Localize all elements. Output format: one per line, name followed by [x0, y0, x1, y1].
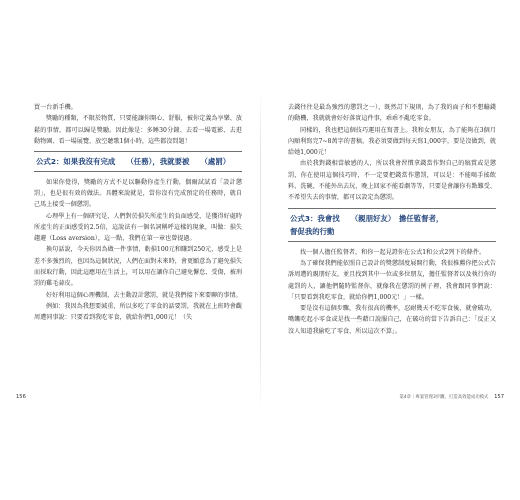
paragraph: 如果你覺得，獎勵的方式不足以驅動你產生行動，偶爾試試看「設計懲罰」，也是很有效的做法。具體來說就是，當你沒有完成預定的任務時，就自己馬上接受一個懲罰。	[34, 178, 242, 209]
paragraph: 心理學上有一個研究是，人們對於損失所產生的負面感受，是獲得好處時所產生的正面感受的2.5倍，這說法有一個名詞稱呼這樣的現象，叫做：損失趨避（Loss aversion），這一點，我們在第一章也曾提過。	[34, 212, 242, 243]
paragraph: 買一台新手機。	[34, 104, 77, 111]
paragraph: 找一個人擔任監督者，和你一起見證你在公式1和公式2列下的條件。	[300, 248, 486, 256]
paragraph: 好好利用這個心理機制，去主動設計懲罰，就是我們接下來要聊的事情。	[46, 291, 242, 299]
left-page	[34, 102, 242, 324]
paragraph: 例如：我因為我想要減重，所以多吃了零食的話要罰，我就在上班時會觀周遭同事說：只要看到我吃零食，就給你們1,000元！（失	[34, 302, 242, 322]
book-fold	[260, 88, 261, 410]
paragraph: 同樣的，我也把這個技巧運用在寫書上。我和女朋友，為了能夠在3個月內順利寫完7~8萬字的書稿，我必須要做到每天寫1,000字，要是沒做到，就給她1,000元！	[288, 126, 496, 157]
page-number-right: 157	[494, 394, 504, 400]
paragraph: 獎勵的種類，不限於物質，只要能讓你開心、舒服，被你定義為享樂、放鬆的事情，都可以歸是獎勵。因此像是：多睡30分鐘、去看一場電影、去逛動物園、看一場展覽、放空聽歌1個小時，這些都沒問題！	[34, 115, 242, 145]
formula-label: 公式3：	[290, 213, 318, 223]
book-spread	[6, 88, 514, 410]
formula-text: 我會找 （親朋好友） 擔任監督者，	[317, 213, 444, 223]
formula-heading	[288, 208, 496, 242]
paragraph: 要是沒有這個步驟，我有很高的機率，忍耐幾天不吃零食後，就會破功，嘴饞吃起小零食或是找一些藉口說服自己，在破功的當下告訴自己：「反正又沒人知道我偷吃了零食，所以這次不算」。	[288, 305, 496, 335]
paragraph: 為了確保我們能依照自己設計的獎懲制度展開行動，我很推薦你把公式告訴周遭的親朋好友，並且找到其中一位或多位朋友，擔任監督者以及執行你的處罰的人，讓他們隨時監督你，就像我在懲罰的例子裡，我會跟同事們說：「只要看到我吃零食，就給你們1,000元！」一樣。	[288, 259, 496, 301]
page-number-left: 156	[16, 394, 26, 400]
formula-heading: 公式2：如果我沒有完成 （任務），我就要被 （處罰）	[34, 151, 242, 172]
paragraph: 換句話說，今天你因為做一件事情，虧損100元和賺到250元，感受上是差不多強烈的，也因為這個狀況，人們在面對未來時，會更願意為了避免損失而採取行動，因此這應用在生活上，可以用在讓你自己避免懈怠、受傷，被刑罰的雞毛蒜皮。	[34, 246, 242, 288]
page-footer-right	[399, 394, 504, 400]
formula-text: 督促我的行動	[290, 227, 335, 237]
paragraph: 去錢往往是最為強烈的懲罰之一），既然訂下規則，為了我的面子和不想輸錢的動機，我就就會好好落實這件事，乖乖不亂吃零食。	[288, 104, 496, 123]
paragraph: 由於我對錢相當敏感的人，所以我會習慣拿錢當作對自己的犒賞或是懲罰，你在使用這個技巧時，不一定要把錢當作懲罰，可以是：不能喝手搖飲料、洗碗、不能外出去玩、晚上回家不能看劇等等，只要是會讓你有點難受、不希望失去的事情，都可以設定為懲罰。	[288, 160, 496, 202]
right-page	[288, 102, 496, 337]
running-header: 第4章｜專案管理3步驟，打造高效能成功模式	[399, 395, 489, 400]
